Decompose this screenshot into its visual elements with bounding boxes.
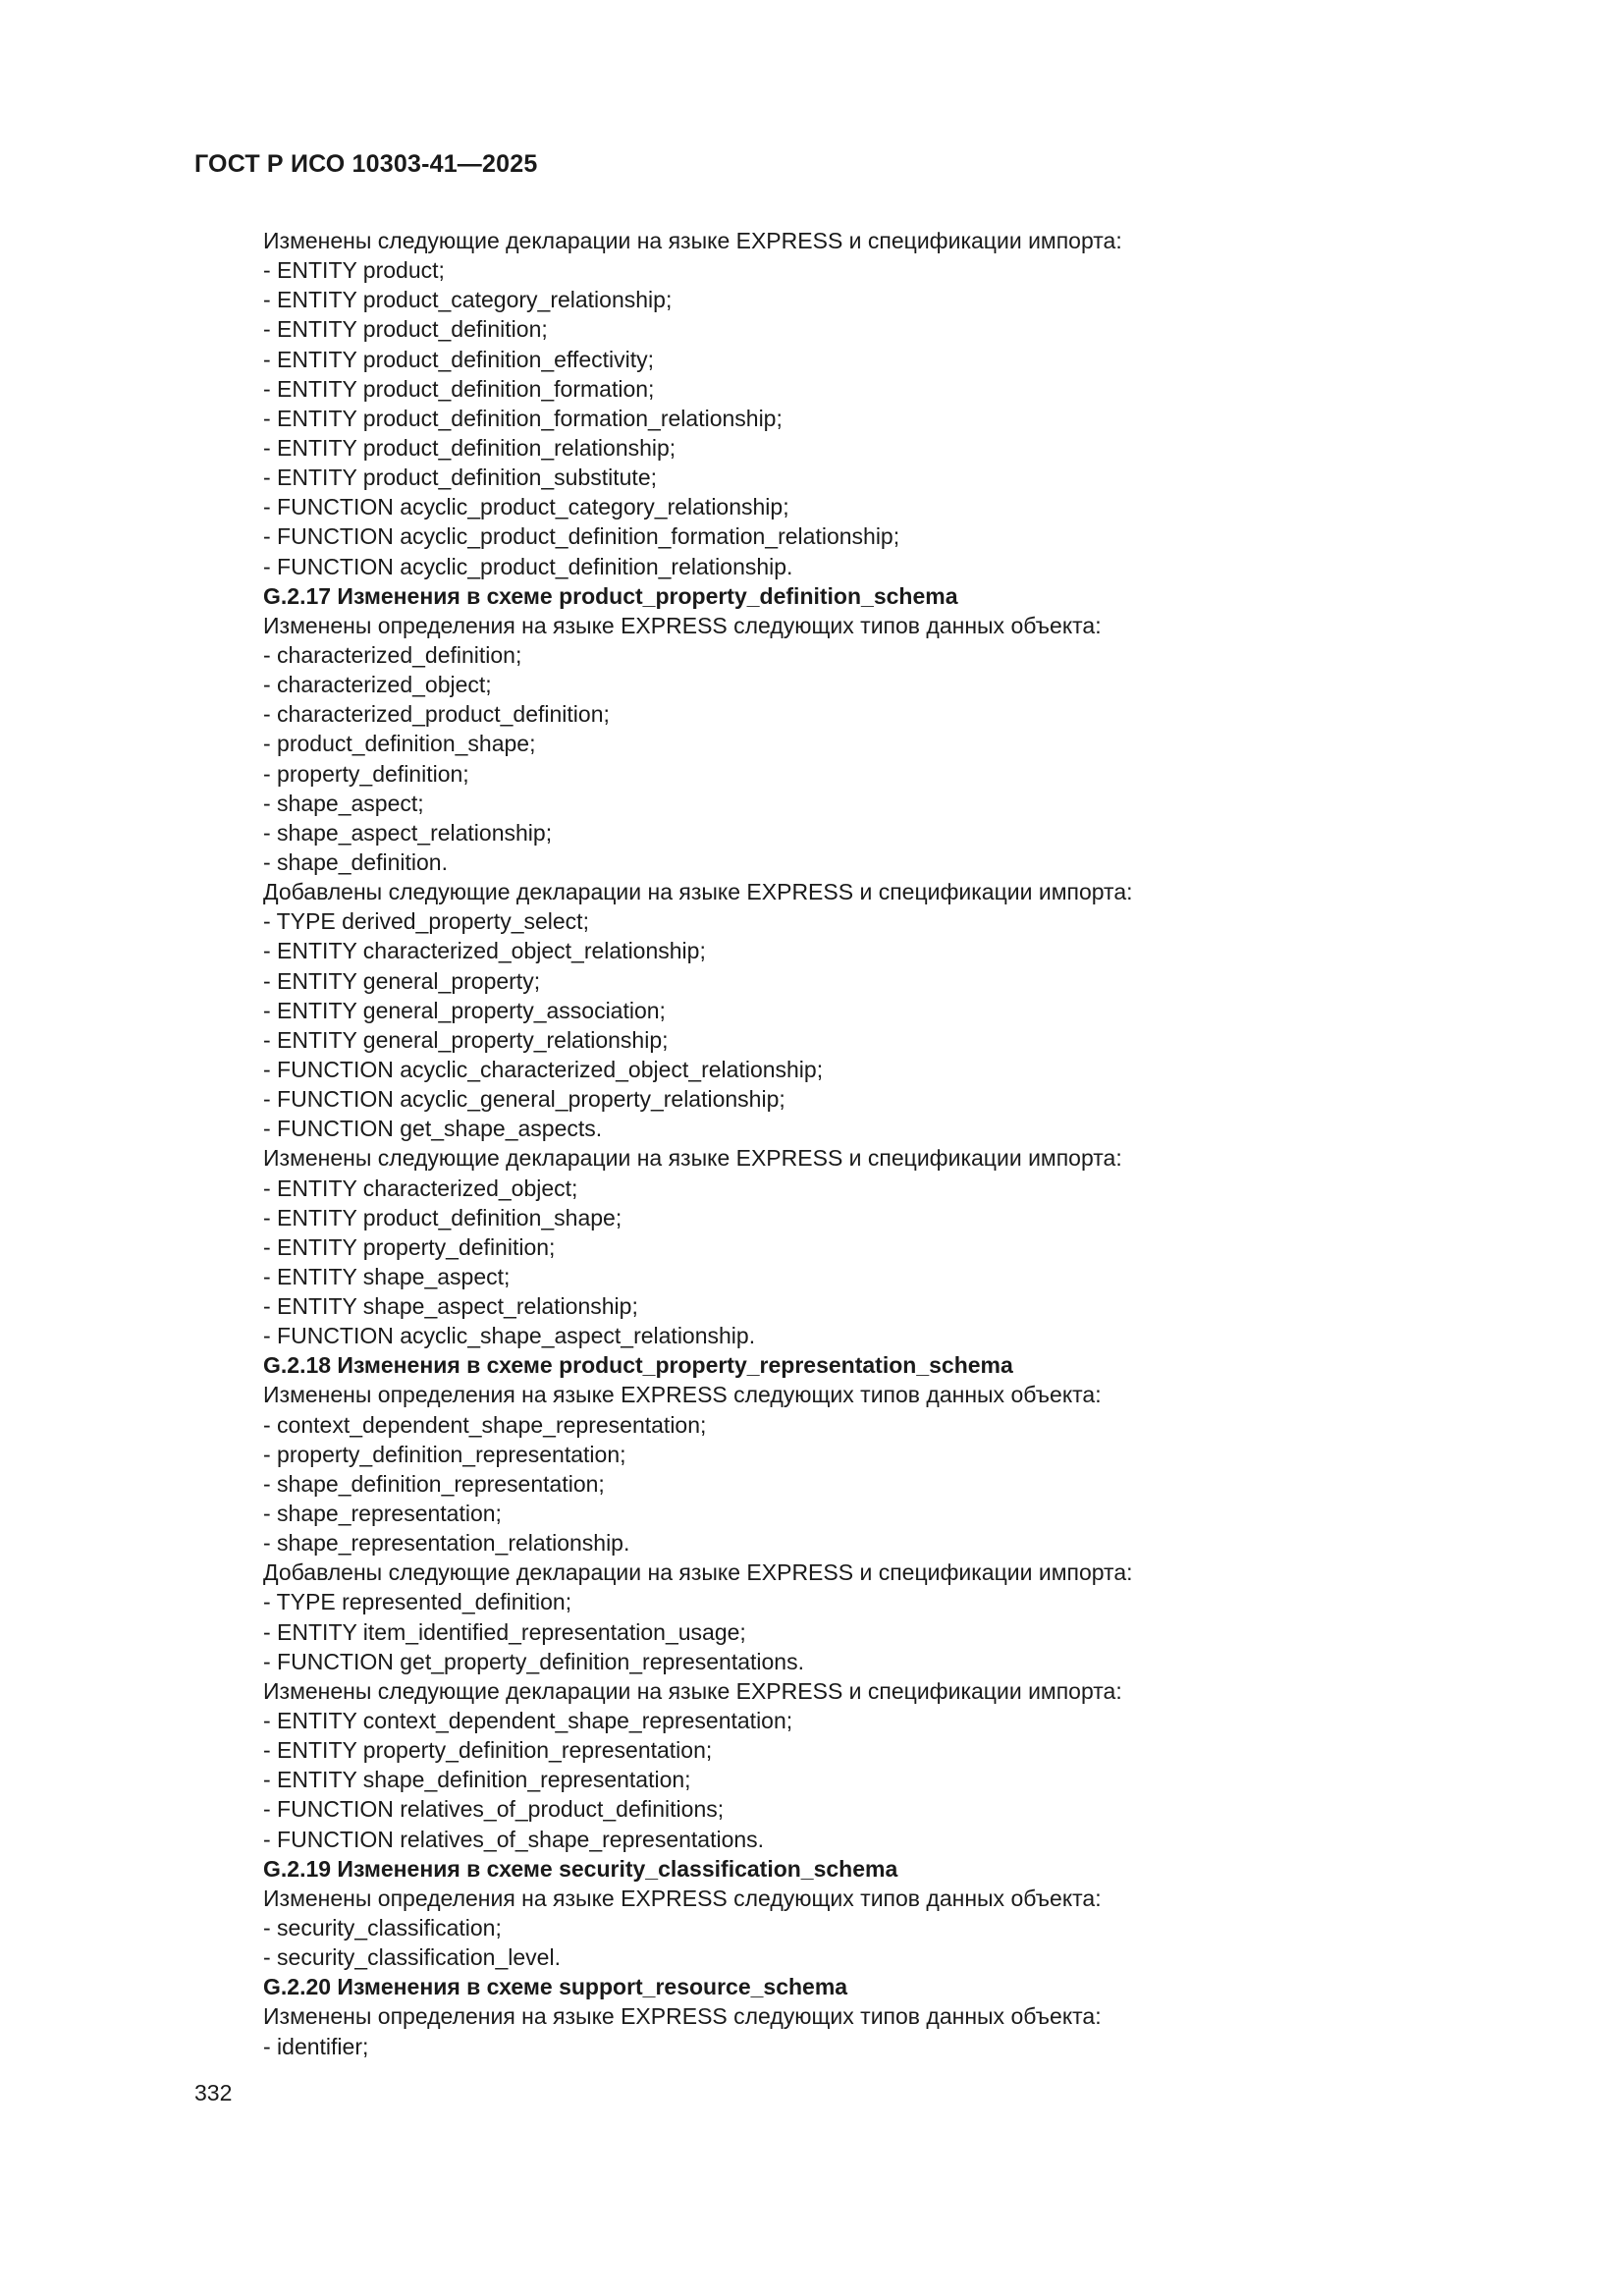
document-body bbox=[263, 226, 1490, 2061]
text-line: - ENTITY general_property_association; bbox=[263, 997, 666, 1023]
text-line: - property_definition; bbox=[263, 760, 469, 787]
text-line: - property_definition_representation; bbox=[263, 1441, 626, 1467]
text-line: - ENTITY shape_aspect_relationship; bbox=[263, 1293, 638, 1320]
text-line: - ENTITY product_definition_relationship; bbox=[263, 434, 676, 461]
text-line: - ENTITY product_definition_formation_relationship; bbox=[263, 405, 783, 431]
text-line: - shape_aspect; bbox=[263, 790, 424, 816]
text-line: Изменены определения на языке EXPRESS следующих типов данных объекта: bbox=[263, 612, 1102, 638]
text-line: Изменены следующие декларации на языке EXPRESS и спецификации импорта: bbox=[263, 1677, 1122, 1704]
text-line: Изменены определения на языке EXPRESS следующих типов данных объекта: bbox=[263, 2003, 1102, 2030]
text-line: - FUNCTION acyclic_product_definition_relationship. bbox=[263, 553, 793, 579]
text-line: - TYPE represented_definition; bbox=[263, 1589, 572, 1615]
text-line: - ENTITY product_definition_effectivity; bbox=[263, 346, 655, 372]
text-line: - ENTITY product_definition_shape; bbox=[263, 1204, 622, 1230]
text-line: - security_classification_level. bbox=[263, 1944, 561, 1971]
text-line: - ENTITY shape_definition_representation; bbox=[263, 1767, 691, 1793]
text-line: Изменены следующие декларации на языке EXPRESS и спецификации импорта: bbox=[263, 228, 1122, 253]
text-line: - ENTITY product_definition_formation; bbox=[263, 375, 655, 402]
text-line: - ENTITY characterized_object; bbox=[263, 1175, 578, 1201]
text-line: - context_dependent_shape_representation; bbox=[263, 1411, 707, 1438]
page-number: 332 bbox=[194, 2080, 233, 2105]
text-line: - ENTITY characterized_object_relationship; bbox=[263, 938, 706, 964]
text-line: - characterized_product_definition; bbox=[263, 701, 610, 728]
text-line: - FUNCTION acyclic_product_definition_formation_relationship; bbox=[263, 523, 900, 550]
section-heading: G.2.18 Изменения в схеме product_property_representation_schema bbox=[263, 1352, 1013, 1379]
section-heading: G.2.20 Изменения в схеме support_resource_schema bbox=[263, 1974, 848, 2000]
text-line: - FUNCTION acyclic_shape_aspect_relationship. bbox=[263, 1323, 756, 1349]
text-line: - characterized_object; bbox=[263, 672, 492, 698]
text-line: - identifier; bbox=[263, 2033, 369, 2059]
text-line: Добавлены следующие декларации на языке EXPRESS и спецификации импорта: bbox=[263, 879, 1133, 905]
text-line: - ENTITY context_dependent_shape_representation; bbox=[263, 1708, 793, 1734]
text-line: - ENTITY product_definition_substitute; bbox=[263, 465, 658, 491]
text-line: - shape_representation; bbox=[263, 1501, 502, 1527]
text-line: - ENTITY property_definition_representation; bbox=[263, 1737, 713, 1764]
text-line: - ENTITY property_definition; bbox=[263, 1233, 556, 1260]
text-line: Добавлены следующие декларации на языке EXPRESS и спецификации импорта: bbox=[263, 1559, 1133, 1586]
section-heading: G.2.19 Изменения в схеме security_classification_schema bbox=[263, 1855, 898, 1882]
text-line: - shape_definition. bbox=[263, 848, 448, 875]
text-line: - FUNCTION get_shape_aspects. bbox=[263, 1116, 603, 1142]
text-line: - FUNCTION relatives_of_product_definitions; bbox=[263, 1796, 725, 1823]
text-line: Изменены следующие декларации на языке EXPRESS и спецификации импорта: bbox=[263, 1145, 1122, 1172]
text-line: - FUNCTION acyclic_general_property_relationship; bbox=[263, 1086, 785, 1113]
text-line: - security_classification; bbox=[263, 1915, 502, 1941]
text-line: - ENTITY general_property; bbox=[263, 967, 541, 994]
text-line: - shape_definition_representation; bbox=[263, 1470, 605, 1497]
text-line: Изменены определения на языке EXPRESS следующих типов данных объекта: bbox=[263, 1382, 1102, 1408]
text-line: - ENTITY product_definition; bbox=[263, 316, 548, 343]
text-line: - FUNCTION acyclic_product_category_relationship; bbox=[263, 494, 789, 520]
text-line: - TYPE derived_property_select; bbox=[263, 908, 589, 935]
text-line: - FUNCTION relatives_of_shape_representations. bbox=[263, 1826, 765, 1852]
text-line: - product_definition_shape; bbox=[263, 731, 536, 757]
text-line: - ENTITY item_identified_representation_usage; bbox=[263, 1618, 746, 1645]
section-heading: G.2.17 Изменения в схеме product_property_definition_schema bbox=[263, 582, 958, 609]
text-line: - shape_representation_relationship. bbox=[263, 1530, 630, 1557]
text-line: - FUNCTION get_property_definition_representations. bbox=[263, 1648, 804, 1674]
text-line: - FUNCTION acyclic_characterized_object_relationship; bbox=[263, 1056, 824, 1082]
text-line: - shape_aspect_relationship; bbox=[263, 819, 553, 846]
text-line: - ENTITY product; bbox=[263, 257, 445, 284]
text-line: - characterized_definition; bbox=[263, 641, 522, 668]
text-line: Изменены определения на языке EXPRESS следующих типов данных объекта: bbox=[263, 1885, 1102, 1911]
text-line: - ENTITY product_category_relationship; bbox=[263, 287, 673, 313]
document-header: ГОСТ Р ИСО 10303-41—2025 bbox=[194, 150, 538, 178]
text-line: - ENTITY general_property_relationship; bbox=[263, 1026, 669, 1053]
text-line: - ENTITY shape_aspect; bbox=[263, 1263, 511, 1289]
